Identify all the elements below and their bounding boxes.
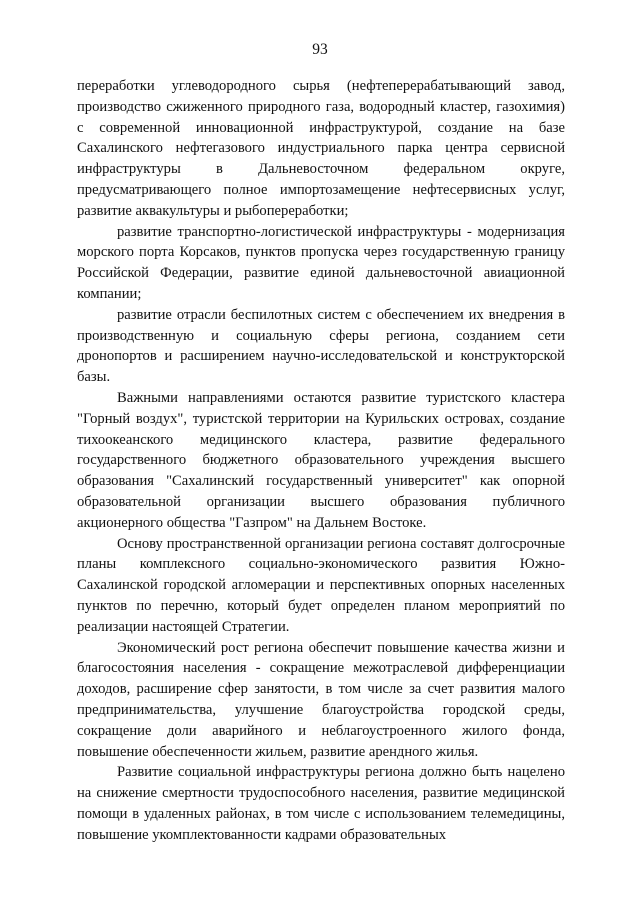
paragraph: развитие отрасли беспилотных систем с обеспечением их внедрения в производственную и социальную сферы региона, созданием сети дронопортов и расширением научно-исследовательской и конструкторской базы. xyxy=(77,306,565,386)
paragraph: Основу пространственной организации региона составят долгосрочные планы комплексного социально-экономического развития Южно-Сахалинской городской агломерации и перспективных опорных населенных пунктов по перечню, который будет определен планом мероприятий по реализации настоящей Стратегии. xyxy=(77,535,565,635)
paragraph: развитие транспортно-логистической инфраструктуры - модернизация морского порта Корсаков, пунктов пропуска через государственную границу Российской Федерации, развитие единой дальневосточной авиационной компании; xyxy=(77,223,565,302)
paragraph: переработки углеводородного сырья (нефтеперерабатывающий завод, производство сжиженного природного газа, водородный кластер, газохимия) с современной инновационной инфраструктурой, создание на базе Сахалинского нефтегазового индустриального парка центра сервисной инфраструктуры в Дальневосточном федеральном округе, предусматривающего полное импортозамещение нефтесервисных услуг, развитие аквакультуры и рыбопереработки; xyxy=(77,78,565,219)
paragraph: Экономический рост региона обеспечит повышение качества жизни и благосостояния населения - сокращение межотраслевой дифференциации доходов, расширение сфер занятости, в том числе за счет развития малого предпринимательства, улучшение благоустройства городской среды, сокращение доли аварийного и неблагоустроенного жилого фонда, повышение обеспеченности жильем, развитие арендного жилья. xyxy=(77,639,565,760)
paragraph: Развитие социальной инфраструктуры региона должно быть нацелено на снижение смертности трудоспособного населения, развитие медицинской помощи в удаленных районах, в том числе с использованием телемедицины, повышение укомплектованности кадрами образовательных xyxy=(77,764,565,843)
page-number: 93 xyxy=(312,41,328,58)
paragraph: Важными направлениями остаются развитие туристского кластера "Горный воздух", туристской территории на Курильских островах, создание тихоокеанского медицинского кластера, развитие федерального государственного бюджетного образовательного учреждения высшего образования "Сахалинский государственный университет" как опорной образовательной организации высшего образования публичного акционерного общества "Газпром" на Дальнем Востоке. xyxy=(77,389,565,531)
document-body xyxy=(77,76,565,845)
